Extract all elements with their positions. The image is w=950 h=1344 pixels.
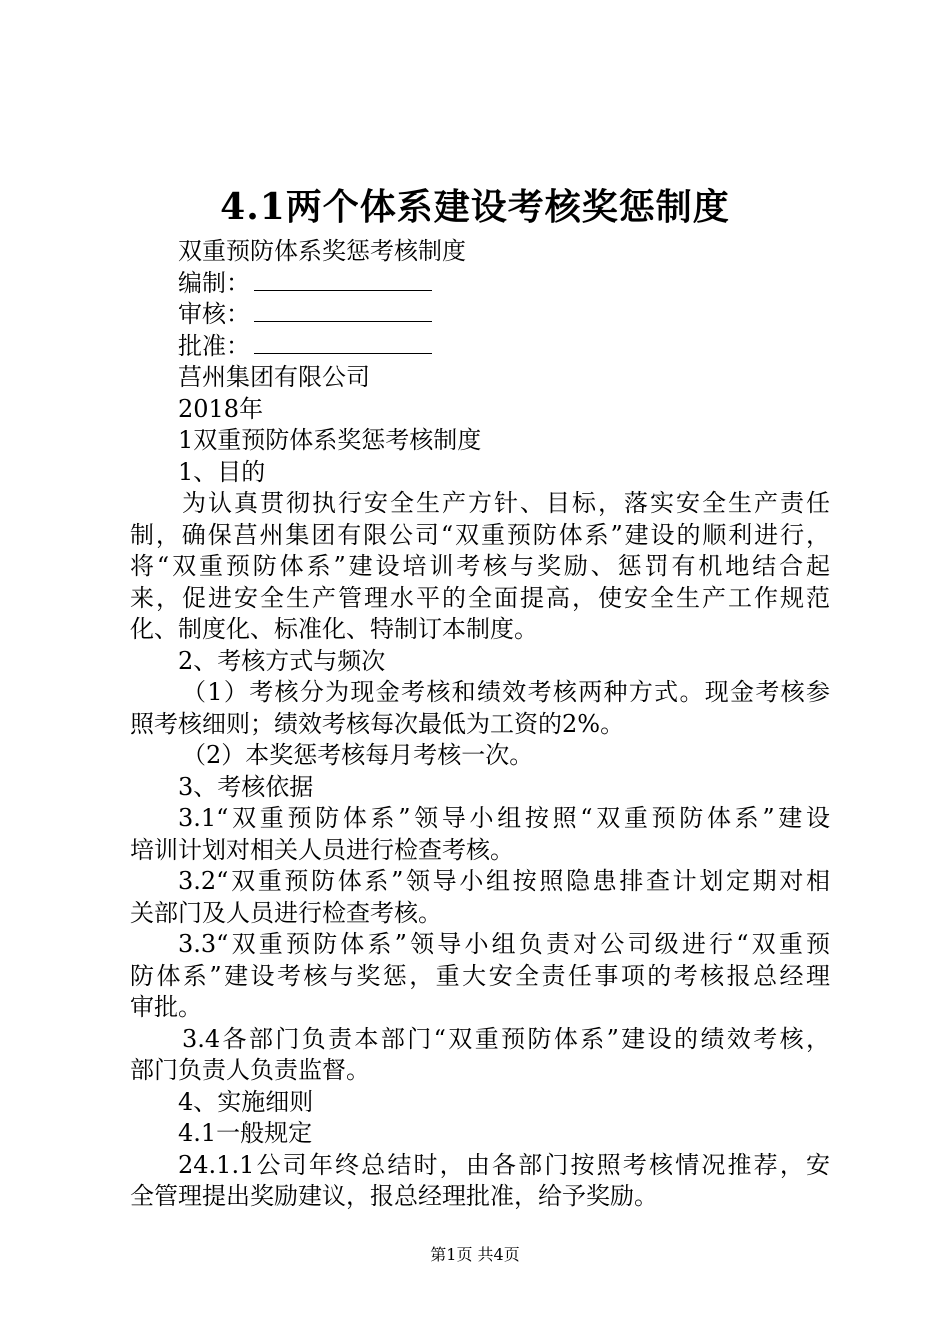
paragraph-line: 24.1.1公司年终总结时，由各部门按照考核情况推荐，安 xyxy=(178,1150,830,1179)
section-heading: 1、目的 xyxy=(178,457,266,486)
paragraph-line: （2）本奖惩考核每月考核一次。 xyxy=(182,741,534,769)
cover-subtitle: 双重预防体系奖惩考核制度 xyxy=(178,237,466,265)
paragraph-line: （1）考核分为现金考核和绩效考核两种方式。现金考核参 xyxy=(182,678,830,706)
company-name: 莒州集团有限公司 xyxy=(178,363,370,391)
paragraph-line: 3.2“双重预防体系”领导小组按照隐患排查计划定期对相 xyxy=(178,867,830,895)
main-heading: 1双重预防体系奖惩考核制度 xyxy=(178,426,482,454)
paragraph-line: 3.4各部门负责本部门“双重预防体系”建设的绩效考核， xyxy=(182,1024,830,1053)
section-heading: 3、考核依据 xyxy=(178,772,314,801)
field-label: 编制： xyxy=(178,268,250,297)
paragraph-line: 为认真贯彻执行安全生产方针、目标，落实安全生产责任 xyxy=(182,489,830,517)
paragraph-line: 制，确保莒州集团有限公司“双重预防体系”建设的顺利进行， xyxy=(130,520,830,549)
paragraph-line: 培训计划对相关人员进行检查考核。 xyxy=(130,835,514,864)
field-approved xyxy=(130,331,830,363)
paragraph-line: 来，促进安全生产管理水平的全面提高，使安全生产工作规范 xyxy=(130,583,830,612)
paragraph-line: 关部门及人员进行检查考核。 xyxy=(130,898,442,927)
signature-line xyxy=(254,299,432,322)
sub-heading: 4.1一般规定 xyxy=(178,1119,313,1147)
document-title: 4.1两个体系建设考核奖惩制度 xyxy=(220,186,730,228)
signature-line xyxy=(254,268,432,291)
section-heading: 4、实施细则 xyxy=(178,1087,314,1116)
signature-line xyxy=(254,331,432,354)
paragraph-line: 化、制度化、标准化、特制订本制度。 xyxy=(130,615,538,643)
paragraph-line: 3.1“双重预防体系”领导小组按照“双重预防体系”建设 xyxy=(178,804,830,832)
section-heading: 2、考核方式与频次 xyxy=(178,646,386,675)
field-reviewed xyxy=(130,299,830,331)
paragraph-line: 全管理提出奖励建议，报总经理批准，给予奖励。 xyxy=(130,1182,658,1210)
paragraph-line: 审批。 xyxy=(130,993,202,1021)
paragraph-line: 照考核细则；绩效考核每次最低为工资的2%。 xyxy=(130,709,625,738)
field-label: 审核： xyxy=(178,300,250,328)
paragraph-line: 将“双重预防体系”建设培训考核与奖励、惩罚有机地结合起 xyxy=(130,552,830,580)
document-body xyxy=(130,236,830,1213)
field-label: 批准： xyxy=(178,331,250,360)
page-footer: 第1页 共4页 xyxy=(430,1245,520,1264)
paragraph-line: 部门负责人负责监督。 xyxy=(130,1056,370,1084)
paragraph-line: 防体系”建设考核与奖惩，重大安全责任事项的考核报总经理 xyxy=(130,961,830,990)
paragraph-line: 3.3“双重预防体系”领导小组负责对公司级进行“双重预 xyxy=(178,930,830,958)
document-year: 2018年 xyxy=(178,394,264,423)
field-compiled xyxy=(130,268,830,300)
